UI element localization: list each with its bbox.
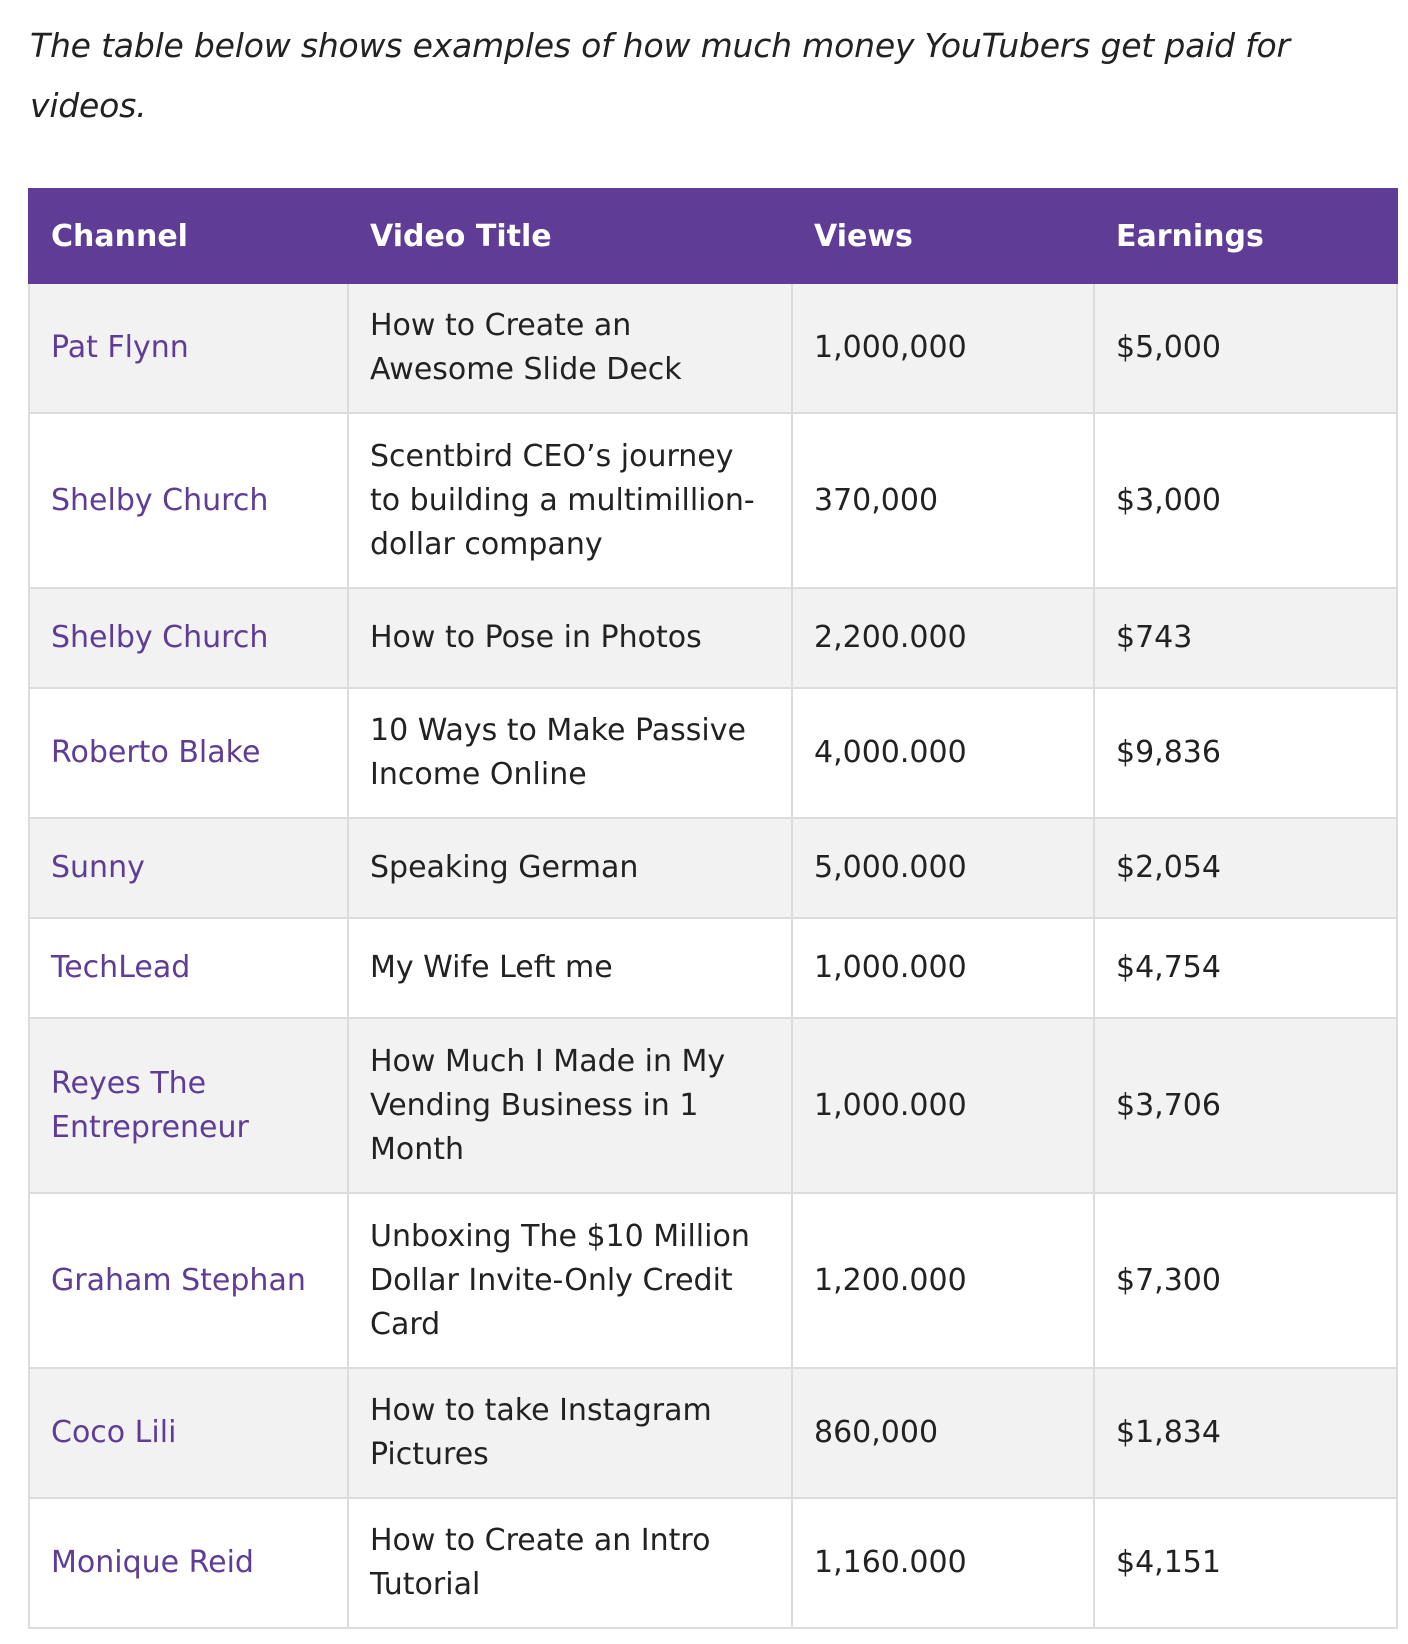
earnings-cell: $4,151 bbox=[1094, 1498, 1397, 1628]
table-row bbox=[29, 1193, 1397, 1368]
earnings-cell: $7,300 bbox=[1094, 1193, 1397, 1368]
channel-link[interactable]: Sunny bbox=[29, 818, 348, 918]
video-title-cell: 10 Ways to Make Passive Income Online bbox=[348, 688, 792, 818]
video-title-cell: How to Pose in Photos bbox=[348, 588, 792, 688]
video-title-cell: Speaking German bbox=[348, 818, 792, 918]
table-row bbox=[29, 1498, 1397, 1628]
video-title-cell: How to Create an Intro Tutorial bbox=[348, 1498, 792, 1628]
views-cell: 1,000,000 bbox=[792, 283, 1094, 413]
video-title-cell: My Wife Left me bbox=[348, 918, 792, 1018]
column-header-channel: Channel bbox=[29, 189, 348, 283]
table-row bbox=[29, 818, 1397, 918]
youtuber-earnings-table bbox=[28, 188, 1398, 1629]
earnings-cell: $4,754 bbox=[1094, 918, 1397, 1018]
channel-link[interactable]: Shelby Church bbox=[29, 413, 348, 588]
table-row bbox=[29, 688, 1397, 818]
views-cell: 4,000.000 bbox=[792, 688, 1094, 818]
table-header-row bbox=[29, 189, 1397, 283]
column-header-earnings: Earnings bbox=[1094, 189, 1397, 283]
views-cell: 2,200.000 bbox=[792, 588, 1094, 688]
table-row bbox=[29, 588, 1397, 688]
views-cell: 370,000 bbox=[792, 413, 1094, 588]
earnings-cell: $3,706 bbox=[1094, 1018, 1397, 1193]
table-row bbox=[29, 413, 1397, 588]
column-header-video-title: Video Title bbox=[348, 189, 792, 283]
earnings-cell: $3,000 bbox=[1094, 413, 1397, 588]
channel-link[interactable]: Graham Stephan bbox=[29, 1193, 348, 1368]
views-cell: 5,000.000 bbox=[792, 818, 1094, 918]
video-title-cell: Unboxing The $10 Million Dollar Invite-Only Credit Card bbox=[348, 1193, 792, 1368]
table-row bbox=[29, 1368, 1397, 1498]
views-cell: 1,000.000 bbox=[792, 918, 1094, 1018]
video-title-cell: How to take Instagram Pictures bbox=[348, 1368, 792, 1498]
channel-link[interactable]: Pat Flynn bbox=[29, 283, 348, 413]
video-title-cell: How Much I Made in My Vending Business in 1 Month bbox=[348, 1018, 792, 1193]
views-cell: 1,160.000 bbox=[792, 1498, 1094, 1628]
youtuber-earnings-table-wrapper bbox=[28, 188, 1396, 1629]
column-header-views: Views bbox=[792, 189, 1094, 283]
earnings-cell: $9,836 bbox=[1094, 688, 1397, 818]
earnings-cell: $2,054 bbox=[1094, 818, 1397, 918]
table-row bbox=[29, 918, 1397, 1018]
views-cell: 1,000.000 bbox=[792, 1018, 1094, 1193]
table-body bbox=[29, 283, 1397, 1628]
channel-link[interactable]: Reyes The Entrepreneur bbox=[29, 1018, 348, 1193]
channel-link[interactable]: Monique Reid bbox=[29, 1498, 348, 1628]
channel-link[interactable]: Coco Lili bbox=[29, 1368, 348, 1498]
channel-link[interactable]: Shelby Church bbox=[29, 588, 348, 688]
table-row bbox=[29, 283, 1397, 413]
channel-link[interactable]: TechLead bbox=[29, 918, 348, 1018]
table-header bbox=[29, 189, 1397, 283]
intro-text: The table below shows examples of how much money YouTubers get paid for videos. bbox=[30, 26, 1290, 125]
video-title-cell: How to Create an Awesome Slide Deck bbox=[348, 283, 792, 413]
views-cell: 860,000 bbox=[792, 1368, 1094, 1498]
video-title-cell: Scentbird CEO’s journey to building a multimillion-dollar company bbox=[348, 413, 792, 588]
table-row bbox=[29, 1018, 1397, 1193]
earnings-cell: $5,000 bbox=[1094, 283, 1397, 413]
views-cell: 1,200.000 bbox=[792, 1193, 1094, 1368]
channel-link[interactable]: Roberto Blake bbox=[29, 688, 348, 818]
earnings-cell: $743 bbox=[1094, 588, 1397, 688]
earnings-cell: $1,834 bbox=[1094, 1368, 1397, 1498]
